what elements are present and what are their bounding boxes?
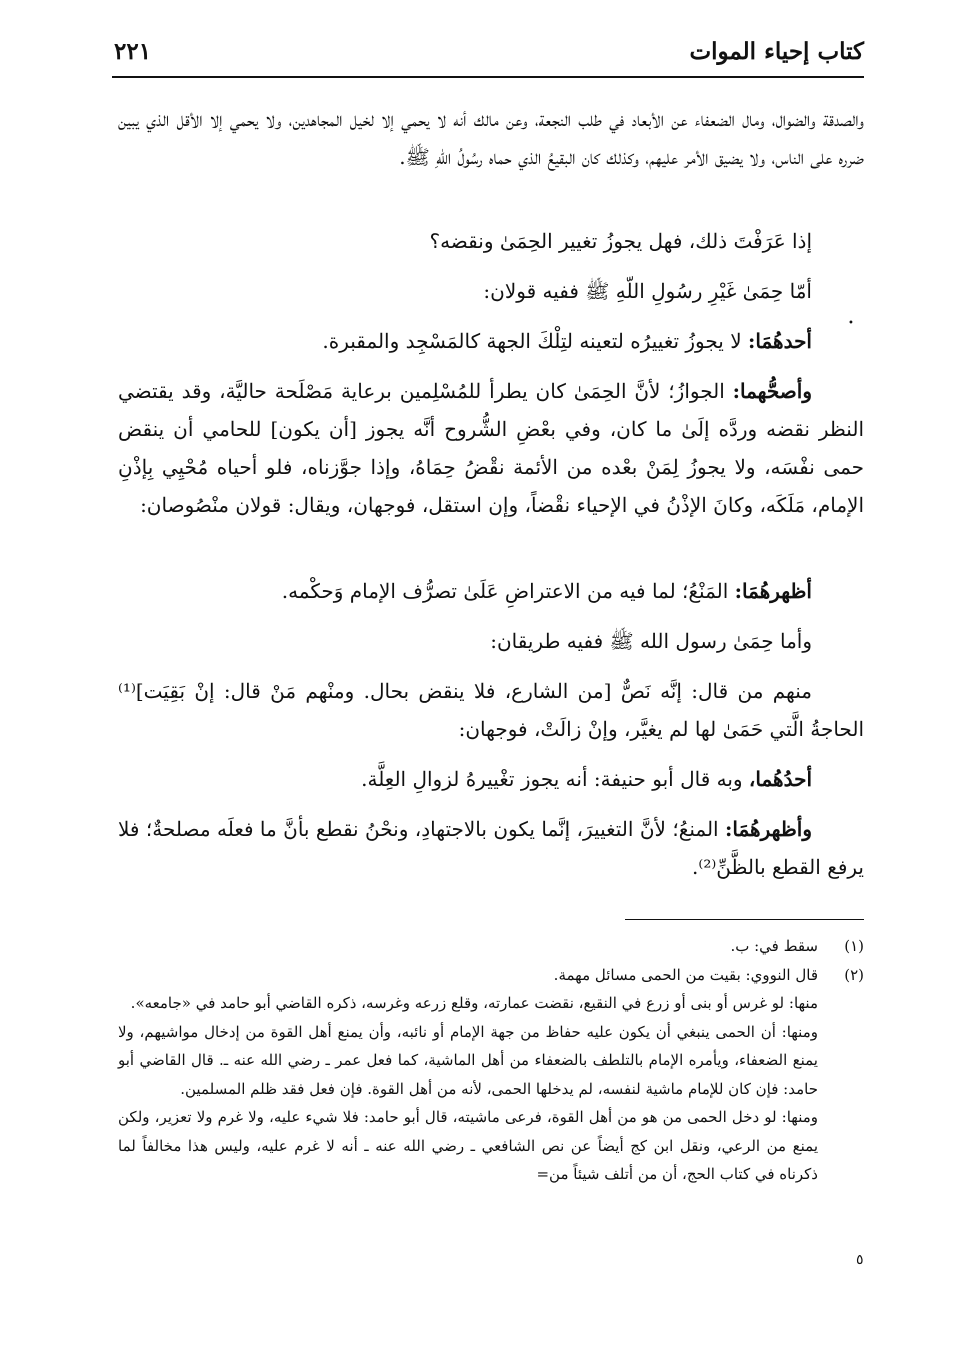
paragraph-5 bbox=[118, 372, 864, 524]
lead-term: أحدُهُما، bbox=[748, 767, 812, 791]
edge-mark: ٥ bbox=[856, 1252, 864, 1268]
lead-term: وأظهرهُمَا: bbox=[725, 817, 812, 841]
paragraph-7: وأما حِمَىٰ رسول الله ﷺ ففيه طريقان: bbox=[490, 629, 812, 653]
paragraph-1: والصدقة والضوال، ومال الضعفاء عن الأبعاد في طلب النجعة، وعن مالك أنه لا يحمي إلا لخيل المجاهدين، ولا يحمي إلا الأقل الذي يبين ضرره على الناس، ولا يضيق الأمر عليهم، وكذلك كان البقيعُ الذي حماه رسُولُ اللّهِ ﷺ. bbox=[118, 107, 864, 169]
running-title: كتاب إحياء الموات bbox=[689, 38, 864, 65]
paragraph-text: المَنْعُ؛ لما فيه من الاعتراضِ عَلَىٰ تصرُّف الإمام وَحكْمه. bbox=[281, 579, 735, 603]
paragraph-text: وبه قال أبو حنيفة: أنه يجوز تغْييرهُ لزوالِ العِلَّة. bbox=[361, 767, 749, 791]
paragraph-text: الجوازُ؛ لأنَّ الحِمَىٰ كان يطرأ للمُسْلِمين برعاية مَصْلَحة حاليَّة، وقد يقتضي النظر نقضه وردَّه إلَىٰ ما كان، وفي بعْضِ الشُّروح أنَّه يجوز [أن يكون] للحامي أن ينقض حمى نفْسَه، ولا يجوزُ لِمَنْ بعْده من الأئمة نقْضُ حِمَاهُ، وإذا جوَّزناه، فلو أحياه مُحْيِي بِإذْنِ الإمام، مَلَكَه، وكانَ الإذْنُ في الإحياء نقْضاً، وإن استقل، فوجهان، ويقال: قولان منْصُوصان: bbox=[118, 379, 864, 517]
paragraph-3: أمّا حِمَىٰ غَيْرِ رسُولِ اللّهِ ﷺ ففيه قولان: bbox=[483, 279, 812, 303]
page-number: ٢٢١ bbox=[114, 38, 152, 65]
paragraph-2: إذا عَرَفْتَ ذلك، فهل يجوزُ تغيير الحِمَىٰ ونقضه؟ bbox=[429, 229, 812, 253]
footnote-2-part-a: منها: لو غرس أو بنى أو زرع في النقيع، نقضت عمارته، وقلع زرعه وغرسه، ذكره القاضي أبو حامد في «جامعه». bbox=[130, 994, 818, 1012]
paragraph-10 bbox=[118, 810, 864, 886]
lead-term: أظهرهُمَا: bbox=[734, 579, 812, 603]
footnote-rule bbox=[625, 919, 864, 920]
footnote-2 bbox=[118, 961, 864, 990]
margin-dot: • bbox=[848, 318, 854, 329]
paragraph-9 bbox=[118, 760, 864, 798]
paragraph-text: لا يجوزُ تغييرُه لتعينه لتِلْكَ الجهة كالمَسْجِد والمقبرة. bbox=[322, 329, 748, 353]
footnote-text: قال النووي: بقيت من الحمى مسائل مهمة. bbox=[553, 965, 818, 984]
footnote-number: (٢) bbox=[844, 965, 864, 984]
paragraph-4 bbox=[118, 322, 864, 360]
footnote-2-part-c: ومنها: لو دخل الحمى من هو من أهل القوة، فرعى ماشيته، قال أبو حامد: فلا شيء عليه، ولا غرم ولا تعزير، ولكن يمنع من الرعي، ونقل ابن كج أيضاً عن نص الشافعي ـ رضي الله عنه ـ أنه لا غرم عليه، وليس هذا مخالفاً لما ذكرناه في كتاب الحج، أن من أتلف شيئاً من= bbox=[118, 1108, 818, 1183]
lead-term: أحدهُمَا: bbox=[747, 329, 812, 353]
footnote-text: سقط في: ب. bbox=[730, 937, 818, 955]
paragraph-text: المنعُ؛ لأنَّ التغييرَ، إنَّما يكون بالاجتهادِ، ونحْنُ نقطع بأنَّ ما فعلَه مصلحةٌ؛ فلا يرفع القطع بالظَّنِّ⁽²⁾. bbox=[118, 817, 864, 879]
footnote-2-part-b: ومنها: أن الحمى ينبغي أن يكون عليه حفاظ من جهة الإمام أو نائبه، وأن يمنع أهل القوة من إدخال مواشيهم، ولا يمنع الضعفاء، ويأمره الإمام بالتلطف بالضعفاء من أهل الماشية، كما فعل عمر ـ رضي الله عنه ـ. قال القاضي أبو حامد: فإن كان للإمام ماشية لنفسه، لم يدخلها الحمى، لأنه من أهل القوة. فإن فعل فقد ظلم المسلمين. bbox=[118, 1022, 818, 1098]
footnotes bbox=[118, 932, 864, 1189]
paragraph-6 bbox=[118, 572, 864, 610]
paragraph-8: منهم من قال: إنَّه نَصٌّ [من الشارع، فلا ينقض بحال. ومنْهم مَنْ قال: إنْ بَقِيَت]⁽¹⁾ الحاجةُ الَّتي حَمَىٰ لها لم يغيَّر، وإنْ زالَتْ، فوجهان: bbox=[118, 679, 864, 741]
header-rule bbox=[112, 76, 864, 78]
footnote-number: (١) bbox=[844, 937, 864, 955]
footnote-1 bbox=[118, 932, 864, 961]
lead-term: وأصحُّهما: bbox=[732, 379, 812, 403]
